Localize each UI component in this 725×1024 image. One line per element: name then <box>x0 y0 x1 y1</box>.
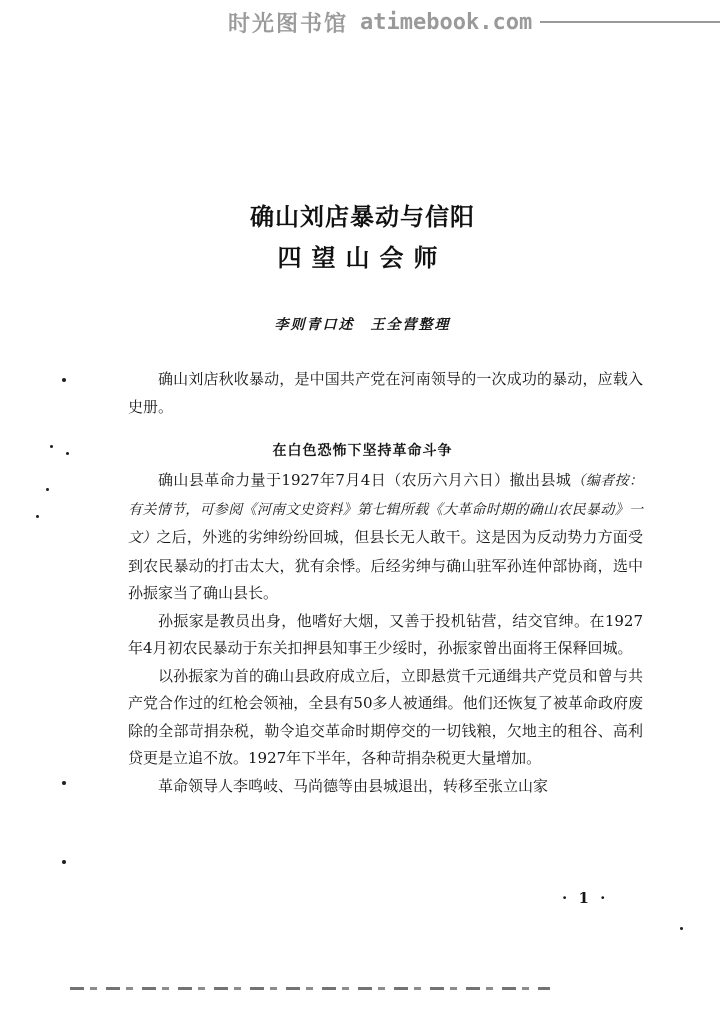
scan-speck <box>680 927 683 930</box>
byline: 李则青口述 王全营整理 <box>274 317 451 333</box>
scan-speck <box>62 781 66 785</box>
scan-speck <box>66 452 69 455</box>
scan-speck <box>36 515 39 518</box>
paragraph-1 <box>128 467 643 608</box>
article-title-line-1: 确山刘店暴动与信阳 <box>250 203 475 231</box>
watermark <box>228 6 720 38</box>
watermark-url: atimebook.com <box>360 9 533 35</box>
body-text <box>128 467 643 800</box>
watermark-site-name: 时光图书馆 <box>228 11 349 37</box>
editor-note: （编者按：有关情节，可参阅《河南文史资料》第七辑所载《大革命时期的确山农民暴动》一文） <box>128 473 644 546</box>
paragraph-4: 革命领导人李鸣岐、马尚德等由县城退出，转移至张立山家 <box>158 776 549 795</box>
scan-speck <box>62 378 66 382</box>
scan-speck <box>50 445 53 448</box>
paragraph-1-end: 之后，外逃的劣绅纷纷回城，但县长无人敢干。这是因为反动势力方面受到农民暴动的打击太大，犹有余悸。后经劣绅与确山驻军孙连仲部协商，选中孙振家当了确山县长。 <box>128 528 644 602</box>
scan-speck <box>46 488 49 491</box>
page-number: · 1 · <box>562 889 609 907</box>
paragraph-3: 以孙振家为首的确山县政府成立后，立即悬赏千元通缉共产党员和曾与共产党合作过的红枪会领袖，全县有50多人被通缉。他们还恢复了被革命政府废除的全部苛捐杂税，勒令追交革命时期停交的一切钱粮，欠地主的租谷、高利贷更是立追不放。1927年下半年，各种苛捐杂税更大量增加。 <box>128 666 643 767</box>
paragraph-2: 孙振家是教员出身，他嗜好大烟，又善于投机钻营，结交官绅。在1927年4月初农民暴动于东关扣押县知事王少绥时，孙振家曾出面将王保释回城。 <box>128 611 643 657</box>
intro-paragraph: 确山刘店秋收暴动，是中国共产党在河南领导的一次成功的暴动，应载入史册。 <box>128 370 643 416</box>
scan-artifact-rule <box>70 987 550 990</box>
article-title-line-2: 四望山会师 <box>277 244 448 272</box>
paragraph-1-start: 确山县革命力量于1927年7月4日（农历六月六日）撤出县城 <box>158 471 572 489</box>
section-heading: 在白色恐怖下坚持革命斗争 <box>272 443 453 459</box>
scan-speck <box>62 860 66 864</box>
intro-block <box>128 366 643 421</box>
watermark-rule <box>540 21 720 23</box>
